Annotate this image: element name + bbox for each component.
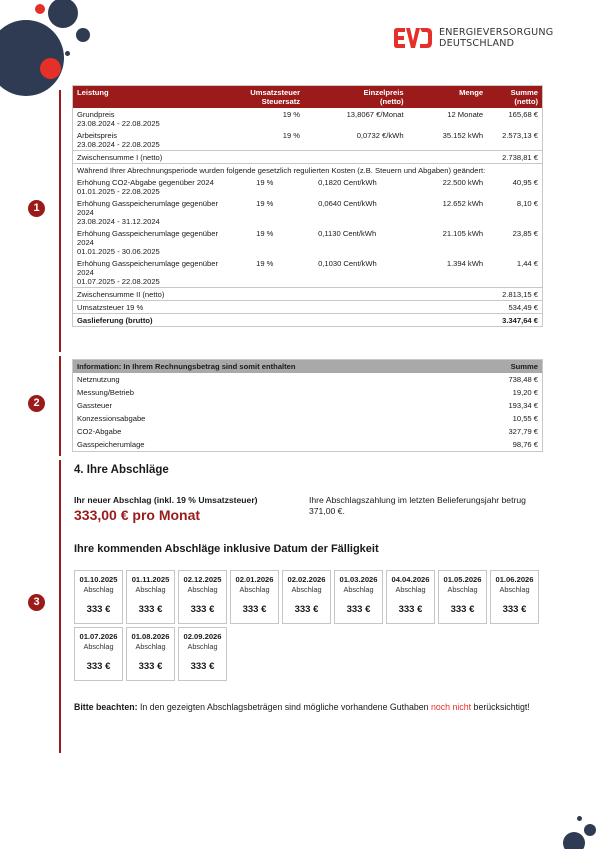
decor-bubble (584, 824, 596, 836)
installment-label: Abschlag (187, 642, 218, 651)
installment-card (178, 570, 227, 624)
installments-heading: 4. Ihre Abschläge (74, 464, 169, 476)
installment-card (282, 570, 331, 624)
installment-card (178, 627, 227, 681)
note-highlight: noch nicht (431, 702, 472, 712)
installment-amount: 333 € (190, 604, 215, 615)
installment-card (126, 570, 175, 624)
section-divider-line (59, 460, 61, 753)
installment-card (74, 627, 123, 681)
table-row: Grundpreis 23.08.2024 - 22.08.2025 19 % 13,8067 €/Monat 12 Monate 165,68 € (77, 109, 538, 128)
installment-date: 01.07.2026 (79, 632, 118, 641)
installment-date: 01.06.2026 (495, 575, 534, 584)
installment-date: 02.12.2025 (183, 575, 222, 584)
installment-label: Abschlag (187, 585, 218, 594)
installment-amount: 333 € (398, 604, 423, 615)
installment-amount: 333 € (346, 604, 371, 615)
info-row: Konzessionsabgabe 10,55 € (77, 414, 538, 423)
decor-bubble (563, 832, 585, 849)
installment-label: Abschlag (83, 585, 114, 594)
brand-name-line1: ENERGIEVERSORGUNG (439, 27, 554, 38)
col-leistung: Leistung (73, 86, 242, 108)
installment-card (438, 570, 487, 624)
table-row: Erhöhung Gasspeicherumlage gegenüber 2024 01.07.2025 - 22.08.2025 19 % 0,1030 Cent/kWh 1.394 kWh 1,44 € (77, 258, 538, 286)
installment-date: 01.03.2026 (339, 575, 378, 584)
decor-bubble (76, 28, 90, 42)
installment-amount: 333 € (502, 604, 527, 615)
section-badge-1: 1 (28, 200, 45, 217)
brand-name-line2: DEUTSCHLAND (439, 38, 515, 49)
previous-installment-text: Ihre Abschlagszahlung im letzten Belieferungsjahr betrug 371,00 €. (309, 495, 526, 516)
info-row: Gasspeicherumlage 98,76 € (77, 440, 538, 449)
decor-bubble (65, 51, 70, 56)
installment-amount: 333 € (242, 604, 267, 615)
section-divider-line (59, 90, 61, 352)
installment-label: Abschlag (447, 585, 478, 594)
installment-date: 01.11.2025 (131, 575, 170, 584)
installment-amount: 333 € (86, 604, 111, 615)
col-steuersatz: Umsatzsteuer Steuersatz (242, 86, 304, 108)
installment-label: Abschlag (83, 642, 114, 651)
subtotal-2-row: Zwischensumme II (netto) 2.813,15 € (73, 288, 542, 301)
evd-logo-icon (393, 26, 433, 50)
decor-bubble (48, 0, 78, 28)
installment-card (334, 570, 383, 624)
installment-label: Abschlag (135, 642, 166, 651)
section-badge-2: 2 (28, 395, 45, 412)
total-row: Gaslieferung (brutto) 3.347,64 € (73, 314, 542, 327)
installment-date: 01.10.2025 (79, 575, 118, 584)
installment-date: 02.02.2026 (287, 575, 326, 584)
brand-logo (393, 26, 553, 50)
info-row: Netznutzung 738,48 € (77, 375, 538, 384)
col-summe: Summe (netto) (487, 86, 542, 108)
installment-note: Bitte beachten: In den gezeigten Abschlagsbeträgen sind mögliche vorhandene Guthaben noch nicht berücksichtigt! (74, 702, 530, 712)
installment-date: 04.04.2026 (391, 575, 430, 584)
info-table-header: Information: In Ihrem Rechnungsbetrag sind somit enthalten Summe (73, 360, 542, 373)
section-divider-line (59, 356, 61, 456)
upcoming-installments-heading: Ihre kommenden Abschläge inklusive Datum der Fälligkeit (74, 543, 379, 555)
installment-amount: 333 € (190, 661, 215, 672)
subtotal-1-row: Zwischensumme I (netto) 2.738,81 € (73, 151, 542, 164)
installment-label: Abschlag (343, 585, 374, 594)
section-badge-3: 3 (28, 594, 45, 611)
invoice-table (72, 85, 543, 327)
table-row: Erhöhung CO2-Abgabe gegenüber 2024 01.01.2025 - 22.08.2025 19 % 0,1820 Cent/kWh 22.500 kWh 40,95 € (77, 177, 538, 196)
col-menge: Menge (408, 86, 488, 108)
info-row: Gassteuer 193,34 € (77, 401, 538, 410)
installment-label: Abschlag (291, 585, 322, 594)
invoice-table-header (73, 86, 542, 108)
info-row: Messung/Betrieb 19,20 € (77, 388, 538, 397)
table-row: Arbeitspreis 23.08.2024 - 22.08.2025 19 % 0,0732 €/kWh 35.152 kWh 2.573,13 € (77, 130, 538, 149)
installment-amount: 333 € (138, 604, 163, 615)
info-table (72, 359, 543, 452)
installment-date: 01.05.2026 (443, 575, 482, 584)
installment-card (74, 570, 123, 624)
installment-label: Abschlag (395, 585, 426, 594)
decor-bubble (35, 4, 45, 14)
table-row: Erhöhung Gasspeicherumlage gegenüber 2024 01.01.2025 - 30.06.2025 19 % 0,1130 Cent/kWh 21.105 kWh 23,85 € (77, 228, 538, 256)
installment-amount: 333 € (138, 661, 163, 672)
installment-amount: 333 € (294, 604, 319, 615)
installment-card (126, 627, 175, 681)
installment-date: 02.09.2026 (183, 632, 222, 641)
decor-bubble (40, 58, 61, 79)
installment-date: 01.08.2026 (131, 632, 170, 641)
installment-amount: 333 € (450, 604, 475, 615)
regulated-costs-notice: Während Ihrer Abrechnungsperiode wurden folgende gesetzlich regulierten Kosten (z.B. Steuern und Abgaben) geändert: (73, 164, 542, 177)
new-installment-label: Ihr neuer Abschlag (inkl. 19 % Umsatzsteuer) (74, 495, 258, 505)
decor-bubble (577, 816, 582, 821)
installment-cards (74, 570, 542, 681)
new-installment-amount: 333,00 € pro Monat (74, 507, 201, 523)
vat-row: Umsatzsteuer 19 % 534,49 € (73, 301, 542, 314)
installment-amount: 333 € (86, 661, 111, 672)
installment-card (230, 570, 279, 624)
table-row: Erhöhung Gasspeicherumlage gegenüber 2024 23.08.2024 - 31.12.2024 19 % 0,0640 Cent/kWh 12.652 kWh 8,10 € (77, 198, 538, 226)
installment-label: Abschlag (135, 585, 166, 594)
installment-label: Abschlag (239, 585, 270, 594)
installment-label: Abschlag (499, 585, 530, 594)
col-einzelpreis: Einzelpreis (netto) (304, 86, 408, 108)
installment-date: 02.01.2026 (235, 575, 274, 584)
installment-card (490, 570, 539, 624)
info-row: CO2-Abgabe 327,79 € (77, 427, 538, 436)
installment-card (386, 570, 435, 624)
